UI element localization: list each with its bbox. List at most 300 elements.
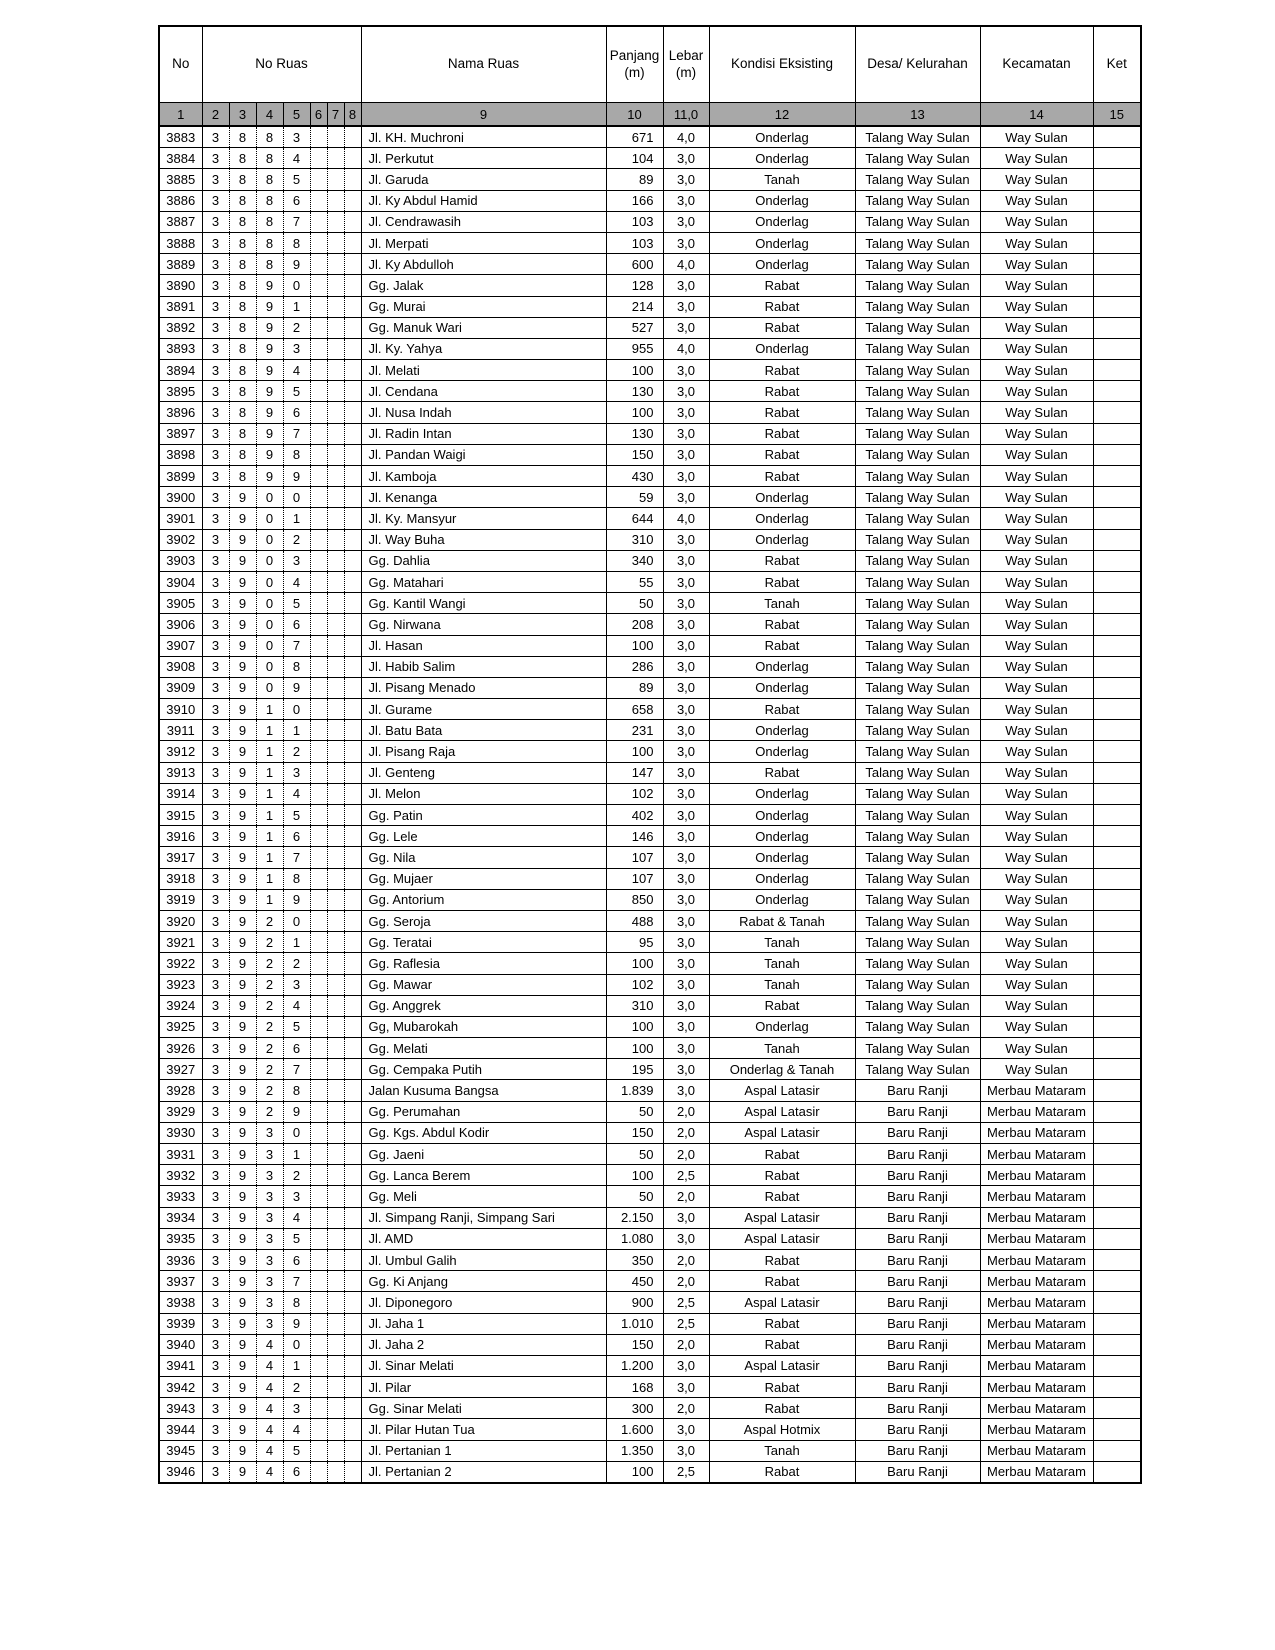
cell-ruas-3: 9	[229, 1419, 256, 1440]
cell-ruas-3: 8	[229, 317, 256, 338]
cell-desa: Talang Way Sulan	[855, 296, 980, 317]
table-row	[159, 190, 1141, 211]
table-row	[159, 232, 1141, 253]
cell-ket	[1093, 699, 1141, 720]
cell-ruas-3: 9	[229, 656, 256, 677]
cell-ruas-4: 2	[256, 1101, 283, 1122]
cell-ruas-7	[327, 402, 344, 423]
cell-kondisi: Rabat	[709, 1144, 855, 1165]
cell-ruas-3: 8	[229, 190, 256, 211]
cell-panjang: 100	[606, 360, 663, 381]
cell-desa: Talang Way Sulan	[855, 381, 980, 402]
cell-kondisi: Onderlag	[709, 656, 855, 677]
cell-ket	[1093, 889, 1141, 910]
table-row	[159, 699, 1141, 720]
column-number: 8	[344, 103, 361, 127]
cell-ruas-6	[310, 783, 327, 804]
cell-no: 3902	[159, 529, 202, 550]
cell-panjang: 310	[606, 995, 663, 1016]
cell-ruas-3: 9	[229, 889, 256, 910]
cell-ruas-2: 3	[202, 847, 229, 868]
cell-nama-ruas: Jl. Jaha 1	[361, 1313, 606, 1334]
table-row	[159, 1016, 1141, 1037]
cell-ruas-4: 4	[256, 1398, 283, 1419]
cell-ruas-5: 4	[283, 1207, 310, 1228]
cell-ruas-8	[344, 232, 361, 253]
cell-panjang: 100	[606, 953, 663, 974]
cell-kondisi: Onderlag	[709, 148, 855, 169]
cell-lebar: 3,0	[663, 910, 709, 931]
cell-ruas-5: 1	[283, 508, 310, 529]
cell-kecamatan: Merbau Mataram	[980, 1271, 1093, 1292]
cell-kondisi: Aspal Latasir	[709, 1122, 855, 1143]
table-row	[159, 381, 1141, 402]
cell-ruas-6	[310, 995, 327, 1016]
column-number-row	[159, 103, 1141, 127]
cell-ruas-7	[327, 296, 344, 317]
cell-ruas-6	[310, 593, 327, 614]
cell-no: 3901	[159, 508, 202, 529]
cell-ruas-6	[310, 1165, 327, 1186]
cell-ruas-4: 8	[256, 211, 283, 232]
cell-desa: Baru Ranji	[855, 1207, 980, 1228]
cell-kondisi: Rabat	[709, 1334, 855, 1355]
cell-ruas-5: 3	[283, 126, 310, 148]
cell-ruas-3: 9	[229, 783, 256, 804]
cell-ruas-4: 1	[256, 889, 283, 910]
cell-no: 3933	[159, 1186, 202, 1207]
cell-kecamatan: Way Sulan	[980, 932, 1093, 953]
cell-kecamatan: Way Sulan	[980, 847, 1093, 868]
cell-ruas-5: 6	[283, 826, 310, 847]
cell-lebar: 3,0	[663, 487, 709, 508]
cell-ket	[1093, 1461, 1141, 1483]
cell-ruas-2: 3	[202, 1334, 229, 1355]
table-row	[159, 360, 1141, 381]
cell-ruas-4: 3	[256, 1207, 283, 1228]
cell-no: 3946	[159, 1461, 202, 1483]
cell-ruas-5: 9	[283, 466, 310, 487]
cell-lebar: 3,0	[663, 275, 709, 296]
cell-nama-ruas: Jl. Jaha 2	[361, 1334, 606, 1355]
cell-ruas-6	[310, 805, 327, 826]
cell-kecamatan: Way Sulan	[980, 211, 1093, 232]
cell-ruas-7	[327, 148, 344, 169]
cell-kondisi: Tanah	[709, 593, 855, 614]
cell-kecamatan: Way Sulan	[980, 826, 1093, 847]
cell-ruas-7	[327, 699, 344, 720]
cell-nama-ruas: Jl. Habib Salim	[361, 656, 606, 677]
cell-kondisi: Rabat	[709, 1398, 855, 1419]
cell-ruas-8	[344, 1016, 361, 1037]
table-row	[159, 571, 1141, 592]
table-row	[159, 317, 1141, 338]
cell-nama-ruas: Jl. Batu Bata	[361, 720, 606, 741]
cell-ruas-6	[310, 444, 327, 465]
cell-lebar: 3,0	[663, 741, 709, 762]
cell-ruas-5: 4	[283, 360, 310, 381]
cell-panjang: 1.350	[606, 1440, 663, 1461]
cell-no: 3908	[159, 656, 202, 677]
cell-lebar: 3,0	[663, 805, 709, 826]
cell-ruas-2: 3	[202, 1228, 229, 1249]
cell-desa: Talang Way Sulan	[855, 169, 980, 190]
cell-ruas-7	[327, 423, 344, 444]
cell-ruas-6	[310, 423, 327, 444]
cell-ruas-5: 8	[283, 868, 310, 889]
table-row	[159, 1059, 1141, 1080]
cell-ruas-6	[310, 529, 327, 550]
cell-ruas-4: 3	[256, 1144, 283, 1165]
table-row	[159, 1419, 1141, 1440]
cell-ruas-6	[310, 190, 327, 211]
cell-lebar: 3,0	[663, 1419, 709, 1440]
cell-ruas-8	[344, 550, 361, 571]
cell-panjang: 102	[606, 974, 663, 995]
cell-ruas-5: 9	[283, 1313, 310, 1334]
cell-nama-ruas: Jl. Pandan Waigi	[361, 444, 606, 465]
cell-ruas-6	[310, 169, 327, 190]
cell-ruas-7	[327, 1038, 344, 1059]
cell-ruas-7	[327, 868, 344, 889]
cell-no: 3917	[159, 847, 202, 868]
cell-lebar: 3,0	[663, 381, 709, 402]
cell-kondisi: Rabat	[709, 995, 855, 1016]
cell-ruas-2: 3	[202, 571, 229, 592]
cell-desa: Baru Ranji	[855, 1080, 980, 1101]
cell-no: 3944	[159, 1419, 202, 1440]
cell-ruas-6	[310, 1292, 327, 1313]
cell-ket	[1093, 1398, 1141, 1419]
cell-ruas-5: 5	[283, 805, 310, 826]
cell-ruas-4: 3	[256, 1292, 283, 1313]
cell-ruas-4: 3	[256, 1313, 283, 1334]
cell-ruas-3: 8	[229, 423, 256, 444]
cell-kecamatan: Way Sulan	[980, 381, 1093, 402]
cell-lebar: 3,0	[663, 868, 709, 889]
cell-no: 3932	[159, 1165, 202, 1186]
cell-ruas-5: 8	[283, 656, 310, 677]
cell-kecamatan: Way Sulan	[980, 783, 1093, 804]
cell-panjang: 50	[606, 1101, 663, 1122]
cell-ruas-8	[344, 1228, 361, 1249]
cell-ket	[1093, 1165, 1141, 1186]
cell-desa: Baru Ranji	[855, 1249, 980, 1270]
cell-no: 3939	[159, 1313, 202, 1334]
cell-ruas-6	[310, 148, 327, 169]
cell-desa: Baru Ranji	[855, 1334, 980, 1355]
cell-ruas-5: 4	[283, 783, 310, 804]
cell-kondisi: Aspal Latasir	[709, 1080, 855, 1101]
table-row	[159, 1207, 1141, 1228]
cell-ruas-6	[310, 635, 327, 656]
cell-kecamatan: Way Sulan	[980, 953, 1093, 974]
cell-ruas-7	[327, 1249, 344, 1270]
cell-desa: Talang Way Sulan	[855, 254, 980, 275]
cell-desa: Baru Ranji	[855, 1398, 980, 1419]
cell-ruas-2: 3	[202, 932, 229, 953]
cell-ruas-6	[310, 614, 327, 635]
cell-ket	[1093, 1334, 1141, 1355]
cell-kondisi: Rabat	[709, 296, 855, 317]
cell-panjang: 50	[606, 593, 663, 614]
cell-lebar: 2,5	[663, 1165, 709, 1186]
cell-panjang: 150	[606, 444, 663, 465]
cell-kecamatan: Merbau Mataram	[980, 1292, 1093, 1313]
cell-kondisi: Aspal Hotmix	[709, 1419, 855, 1440]
cell-ruas-8	[344, 508, 361, 529]
cell-ruas-7	[327, 953, 344, 974]
cell-ruas-3: 9	[229, 741, 256, 762]
cell-desa: Talang Way Sulan	[855, 614, 980, 635]
cell-panjang: 130	[606, 381, 663, 402]
cell-panjang: 195	[606, 1059, 663, 1080]
table-row	[159, 741, 1141, 762]
cell-ruas-7	[327, 932, 344, 953]
cell-desa: Talang Way Sulan	[855, 699, 980, 720]
cell-kondisi: Rabat	[709, 762, 855, 783]
cell-ruas-2: 3	[202, 190, 229, 211]
cell-kecamatan: Merbau Mataram	[980, 1207, 1093, 1228]
cell-ruas-6	[310, 232, 327, 253]
cell-desa: Baru Ranji	[855, 1377, 980, 1398]
cell-panjang: 130	[606, 423, 663, 444]
cell-ruas-4: 0	[256, 656, 283, 677]
cell-ruas-7	[327, 783, 344, 804]
cell-ruas-6	[310, 932, 327, 953]
cell-panjang: 1.200	[606, 1355, 663, 1376]
cell-ruas-3: 9	[229, 1101, 256, 1122]
table-row	[159, 868, 1141, 889]
cell-ket	[1093, 762, 1141, 783]
cell-kondisi: Rabat	[709, 635, 855, 656]
cell-ruas-2: 3	[202, 360, 229, 381]
cell-desa: Talang Way Sulan	[855, 529, 980, 550]
cell-ruas-2: 3	[202, 1440, 229, 1461]
table-row	[159, 932, 1141, 953]
cell-desa: Baru Ranji	[855, 1355, 980, 1376]
cell-lebar: 3,0	[663, 317, 709, 338]
cell-desa: Talang Way Sulan	[855, 508, 980, 529]
cell-kecamatan: Way Sulan	[980, 1016, 1093, 1037]
cell-ket	[1093, 656, 1141, 677]
cell-kecamatan: Way Sulan	[980, 148, 1093, 169]
table-row	[159, 826, 1141, 847]
cell-ruas-7	[327, 381, 344, 402]
cell-ruas-6	[310, 847, 327, 868]
cell-ruas-2: 3	[202, 995, 229, 1016]
cell-panjang: 1.600	[606, 1419, 663, 1440]
cell-ruas-5: 7	[283, 1271, 310, 1292]
cell-kondisi: Rabat	[709, 317, 855, 338]
cell-ruas-4: 1	[256, 805, 283, 826]
cell-no: 3931	[159, 1144, 202, 1165]
cell-no: 3922	[159, 953, 202, 974]
cell-nama-ruas: Jl. Merpati	[361, 232, 606, 253]
cell-nama-ruas: Gg. Sinar Melati	[361, 1398, 606, 1419]
cell-ket	[1093, 635, 1141, 656]
cell-ket	[1093, 169, 1141, 190]
cell-ket	[1093, 381, 1141, 402]
cell-desa: Baru Ranji	[855, 1228, 980, 1249]
cell-desa: Talang Way Sulan	[855, 402, 980, 423]
table-row	[159, 720, 1141, 741]
table-row	[159, 953, 1141, 974]
cell-ruas-7	[327, 360, 344, 381]
cell-desa: Talang Way Sulan	[855, 487, 980, 508]
cell-ruas-4: 9	[256, 423, 283, 444]
cell-ruas-5: 0	[283, 910, 310, 931]
cell-ruas-3: 8	[229, 402, 256, 423]
cell-ruas-2: 3	[202, 381, 229, 402]
table-row	[159, 508, 1141, 529]
cell-kecamatan: Way Sulan	[980, 805, 1093, 826]
cell-ruas-8	[344, 1271, 361, 1292]
cell-ruas-8	[344, 381, 361, 402]
cell-kecamatan: Merbau Mataram	[980, 1377, 1093, 1398]
cell-ruas-8	[344, 190, 361, 211]
cell-ruas-6	[310, 699, 327, 720]
cell-ruas-6	[310, 826, 327, 847]
cell-no: 3897	[159, 423, 202, 444]
cell-kondisi: Tanah	[709, 1440, 855, 1461]
cell-kecamatan: Merbau Mataram	[980, 1334, 1093, 1355]
cell-panjang: 214	[606, 296, 663, 317]
cell-ruas-6	[310, 1038, 327, 1059]
cell-ket	[1093, 720, 1141, 741]
cell-ruas-2: 3	[202, 1038, 229, 1059]
cell-kecamatan: Way Sulan	[980, 762, 1093, 783]
cell-no: 3886	[159, 190, 202, 211]
cell-ruas-6	[310, 487, 327, 508]
cell-kecamatan: Merbau Mataram	[980, 1461, 1093, 1483]
cell-ruas-3: 9	[229, 995, 256, 1016]
cell-kondisi: Onderlag	[709, 508, 855, 529]
cell-kondisi: Onderlag	[709, 847, 855, 868]
cell-kondisi: Rabat	[709, 1186, 855, 1207]
cell-ruas-3: 9	[229, 868, 256, 889]
cell-panjang: 147	[606, 762, 663, 783]
cell-desa: Talang Way Sulan	[855, 360, 980, 381]
cell-kecamatan: Merbau Mataram	[980, 1313, 1093, 1334]
cell-desa: Talang Way Sulan	[855, 932, 980, 953]
cell-ruas-4: 2	[256, 1038, 283, 1059]
table-row	[159, 910, 1141, 931]
cell-no: 3894	[159, 360, 202, 381]
cell-ruas-5: 5	[283, 1016, 310, 1037]
cell-ruas-3: 9	[229, 635, 256, 656]
cell-kondisi: Rabat	[709, 550, 855, 571]
cell-ruas-8	[344, 1080, 361, 1101]
cell-no: 3936	[159, 1249, 202, 1270]
cell-panjang: 95	[606, 932, 663, 953]
col-header-ket: Ket	[1093, 26, 1141, 103]
cell-ruas-6	[310, 1101, 327, 1122]
cell-kecamatan: Way Sulan	[980, 254, 1093, 275]
cell-ruas-6	[310, 656, 327, 677]
cell-kondisi: Aspal Latasir	[709, 1355, 855, 1376]
cell-ket	[1093, 1144, 1141, 1165]
cell-ruas-5: 7	[283, 423, 310, 444]
cell-ket	[1093, 571, 1141, 592]
table-row	[159, 1249, 1141, 1270]
cell-ruas-3: 9	[229, 1228, 256, 1249]
cell-panjang: 600	[606, 254, 663, 275]
col-header-no: No	[159, 26, 202, 103]
cell-ruas-7	[327, 593, 344, 614]
cell-ruas-7	[327, 338, 344, 359]
cell-ruas-6	[310, 296, 327, 317]
table-row	[159, 847, 1141, 868]
cell-ruas-2: 3	[202, 1377, 229, 1398]
cell-ruas-6	[310, 1334, 327, 1355]
cell-ruas-6	[310, 338, 327, 359]
cell-kondisi: Rabat	[709, 360, 855, 381]
table-body	[159, 126, 1141, 1483]
cell-ruas-8	[344, 847, 361, 868]
table-row	[159, 423, 1141, 444]
cell-kondisi: Aspal Latasir	[709, 1101, 855, 1122]
cell-ruas-4: 0	[256, 635, 283, 656]
cell-ruas-4: 3	[256, 1271, 283, 1292]
cell-lebar: 3,0	[663, 190, 709, 211]
cell-ket	[1093, 508, 1141, 529]
cell-desa: Baru Ranji	[855, 1419, 980, 1440]
cell-ruas-5: 0	[283, 275, 310, 296]
cell-ruas-7	[327, 614, 344, 635]
cell-ruas-3: 9	[229, 974, 256, 995]
cell-ruas-4: 8	[256, 190, 283, 211]
cell-ruas-7	[327, 741, 344, 762]
cell-lebar: 3,0	[663, 466, 709, 487]
cell-ruas-3: 9	[229, 529, 256, 550]
cell-nama-ruas: Gg. Jaeni	[361, 1144, 606, 1165]
cell-kondisi: Onderlag	[709, 529, 855, 550]
cell-kecamatan: Way Sulan	[980, 487, 1093, 508]
cell-nama-ruas: Gg, Mubarokah	[361, 1016, 606, 1037]
cell-no: 3906	[159, 614, 202, 635]
cell-no: 3940	[159, 1334, 202, 1355]
cell-ket	[1093, 932, 1141, 953]
cell-ruas-2: 3	[202, 593, 229, 614]
cell-ket	[1093, 1249, 1141, 1270]
table-row	[159, 402, 1141, 423]
cell-ruas-6	[310, 466, 327, 487]
cell-desa: Talang Way Sulan	[855, 1059, 980, 1080]
cell-no: 3900	[159, 487, 202, 508]
cell-nama-ruas: Gg. Perumahan	[361, 1101, 606, 1122]
cell-ruas-2: 3	[202, 1016, 229, 1037]
cell-ruas-3: 9	[229, 762, 256, 783]
cell-desa: Talang Way Sulan	[855, 338, 980, 359]
cell-lebar: 3,0	[663, 826, 709, 847]
cell-ruas-6	[310, 381, 327, 402]
cell-ruas-3: 9	[229, 571, 256, 592]
cell-ruas-5: 5	[283, 381, 310, 402]
cell-lebar: 3,0	[663, 635, 709, 656]
cell-ruas-8	[344, 1144, 361, 1165]
cell-no: 3913	[159, 762, 202, 783]
cell-no: 3893	[159, 338, 202, 359]
cell-kecamatan: Merbau Mataram	[980, 1398, 1093, 1419]
cell-nama-ruas: Jl. Gurame	[361, 699, 606, 720]
table-row	[159, 1440, 1141, 1461]
cell-ruas-4: 0	[256, 508, 283, 529]
cell-ruas-3: 9	[229, 1440, 256, 1461]
cell-kecamatan: Way Sulan	[980, 571, 1093, 592]
cell-nama-ruas: Jl. Pisang Raja	[361, 741, 606, 762]
table-row	[159, 1355, 1141, 1376]
